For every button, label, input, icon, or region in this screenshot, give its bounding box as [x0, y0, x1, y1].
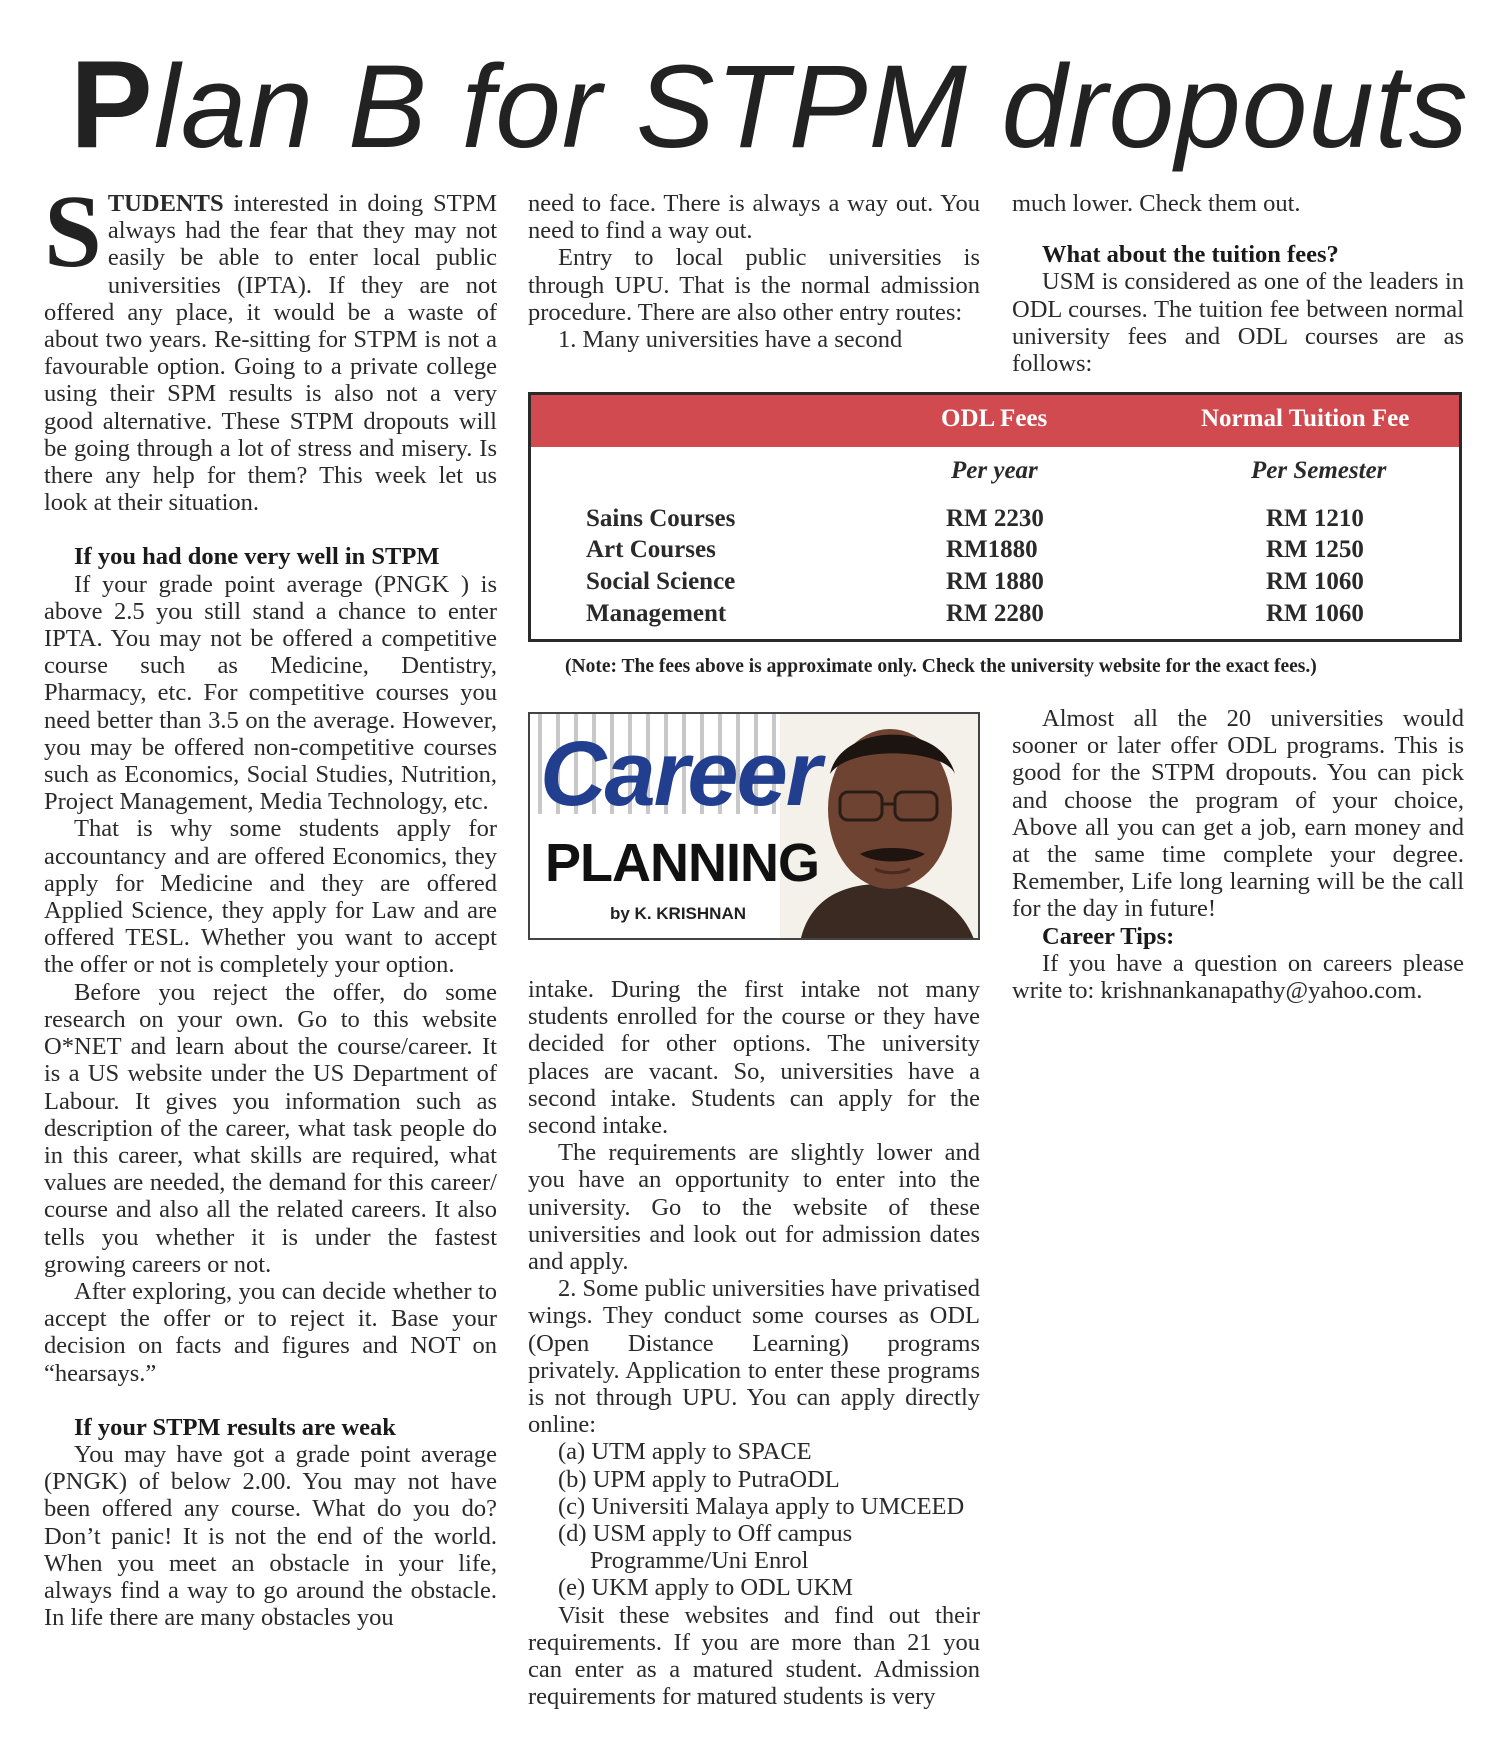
column-3-top — [1012, 190, 1464, 377]
row-course: Sains Courses — [586, 505, 736, 532]
table-row — [531, 600, 1459, 632]
paragraph: Entry to local public universities is through UPU. That is the normal admission procedure. There are also other entry routes: — [528, 244, 980, 326]
paragraph: You may have got a grade point average (PNGK) of below 2.00. You may not have been offered any course. What do you do? Don’t panic! It is not the end of the world. When you meet an obstacle in your life, always find a way to go around the obstacle. In life there are many obstacles you — [44, 1440, 497, 1632]
row-normal-fee: RM 1250 — [1266, 536, 1364, 563]
list-item: (b) UPM apply to PutraODL — [558, 1465, 840, 1493]
paragraph: intake. During the first intake not many students enrolled for the course or they have decided for other options. The university places are vacant. So, universities have a second intake. Students can apply for the second intake. — [528, 976, 980, 1140]
headline — [70, 36, 1469, 174]
paragraph: much lower. Check them out. — [1012, 190, 1301, 217]
headline-rest: lan B for STPM dropouts — [153, 41, 1469, 173]
column-2-bottom — [528, 976, 980, 1710]
paragraph: That is why some students apply for accountancy and are offered Economics, they apply for Medicine and they are offered Applied Science, they apply for Law and are offered TESL. Whether you want to accept the offer or not is completely your option. — [44, 815, 497, 979]
banner-career-word: Career — [540, 723, 820, 825]
drop-cap: S — [44, 174, 102, 289]
row-odl-fee: RM 1880 — [946, 568, 1044, 595]
table-row — [531, 505, 1459, 537]
row-course: Management — [586, 600, 727, 627]
paragraph: USM is considered as one of the leaders in ODL courses. The tuition fee between normal university fees and ODL courses are as follows: — [1012, 268, 1464, 378]
column-3-bottom — [1012, 705, 1464, 1004]
row-normal-fee: RM 1060 — [1266, 600, 1364, 627]
paragraph: Visit these websites and find out their requirements. If you are more than 21 you can enter as a matured student. Admission requirements for matured students is very — [528, 1601, 980, 1711]
row-odl-fee: RM 2230 — [946, 505, 1044, 532]
table-row — [531, 568, 1459, 600]
paragraph: Almost all the 20 universities would sooner or later offer ODL programs. This is good for the STPM dropouts. You can pick and choose the program of your choice, Above all you can get a job, earn money and at the same time complete your degree. Remember, Life long learning will be the call for the day in future! — [1012, 705, 1464, 923]
subheader-per-semester: Per Semester — [1251, 457, 1387, 484]
subheading-tuition-fees: What about the tuition fees? — [1042, 241, 1339, 269]
column-1 — [44, 174, 497, 1632]
paragraph: Before you reject the offer, do some research on your own. Go to this website O*NET and learn about the course/career. It is a US website under the US Department of Labour. It gives you information such as description of the career, what task people do in this career, what skills are required, what values are needed, the demand for this career/ course and also all the related careers. It also tells you whether it is under the fastest growing careers or not. — [44, 978, 497, 1278]
fees-table — [528, 392, 1462, 642]
row-odl-fee: RM1880 — [946, 536, 1038, 563]
paragraph: After exploring, you can decide whether to accept the offer or to reject it. Base your decision on facts and figures and NOT on “hearsays.” — [44, 1277, 497, 1387]
subheading-weak-results: If your STPM results are weak — [74, 1413, 396, 1441]
list-item: (e) UKM apply to ODL UKM — [558, 1574, 854, 1602]
list-item-continuation: Programme/Uni Enrol — [590, 1547, 809, 1575]
fees-table-header — [531, 395, 1459, 447]
row-course: Social Science — [586, 568, 736, 595]
banner-planning-word: PLANNING — [545, 833, 819, 893]
subheading-career-tips: Career Tips: — [1042, 922, 1175, 950]
paragraph: 2. Some public universities have privatised wings. They conduct some courses as ODL (Open Distance Learning) programs privately. Application to enter these programs is not through UPU. You can apply directly online: — [528, 1275, 980, 1439]
header-odl-fees: ODL Fees — [941, 405, 1048, 432]
banner-byline: by K. KRISHNAN — [610, 904, 747, 923]
subheading-did-well: If you had done very well in STPM — [74, 543, 440, 571]
row-course: Art Courses — [586, 536, 716, 563]
headline-first-letter: P — [70, 36, 154, 174]
list-item: (d) USM apply to Off campus — [558, 1520, 853, 1548]
lead-word: TUDENTS — [107, 190, 224, 217]
paragraph: 1. Many universities have a second — [558, 326, 903, 354]
row-normal-fee: RM 1210 — [1266, 505, 1364, 532]
paragraph: need to face. There is always a way out. You need to find a way out. — [528, 190, 980, 245]
career-planning-banner — [528, 712, 980, 940]
paragraph: If your grade point average (PNGK ) is above 2.5 you still stand a chance to enter IPTA. You may not be offered a competitive course such as Medicine, Dentistry, Pharmacy, etc. For competitive courses you need better than 3.5 on the average. However, you may be offered non-competitive courses such as Economics, Social Studies, Nutrition, Project Management, Media Technology, etc. — [44, 570, 497, 816]
paragraph: If you have a question on careers please write to: krishnankanapathy@yahoo.com. — [1012, 949, 1464, 1005]
row-normal-fee: RM 1060 — [1266, 568, 1364, 595]
university-list — [528, 1438, 980, 1601]
subheader-per-year: Per year — [951, 457, 1038, 484]
list-item: (c) Universiti Malaya apply to UMCEED — [558, 1492, 965, 1520]
column-2-top — [528, 190, 980, 353]
row-odl-fee: RM 2280 — [946, 600, 1044, 627]
header-normal-fee: Normal Tuition Fee — [1201, 405, 1410, 432]
paragraph: The requirements are slightly lower and you have an opportunity to enter into the university. Go to the website of these universities and look out for admission dates and apply. — [528, 1139, 980, 1276]
list-item: (a) UTM apply to SPACE — [558, 1438, 812, 1466]
table-row — [531, 536, 1459, 568]
intro-paragraph — [44, 174, 497, 517]
intro-text: interested in doing STPM always had the fear that they may not easily be able to enter local public universities (IPTA). If they are not offered any place, it would be a waste of about two years. Re-sitting for STPM is not a favourable option. Going to a private college using their SPM results is also not a very good alternative. These STPM dropouts will be going through a lot of stress and misery. Is there any help for them? This week let us look at their situation. — [44, 190, 497, 517]
fees-note: (Note: The fees above is approximate only. Check the university website for the exact fees.) — [565, 656, 1317, 677]
